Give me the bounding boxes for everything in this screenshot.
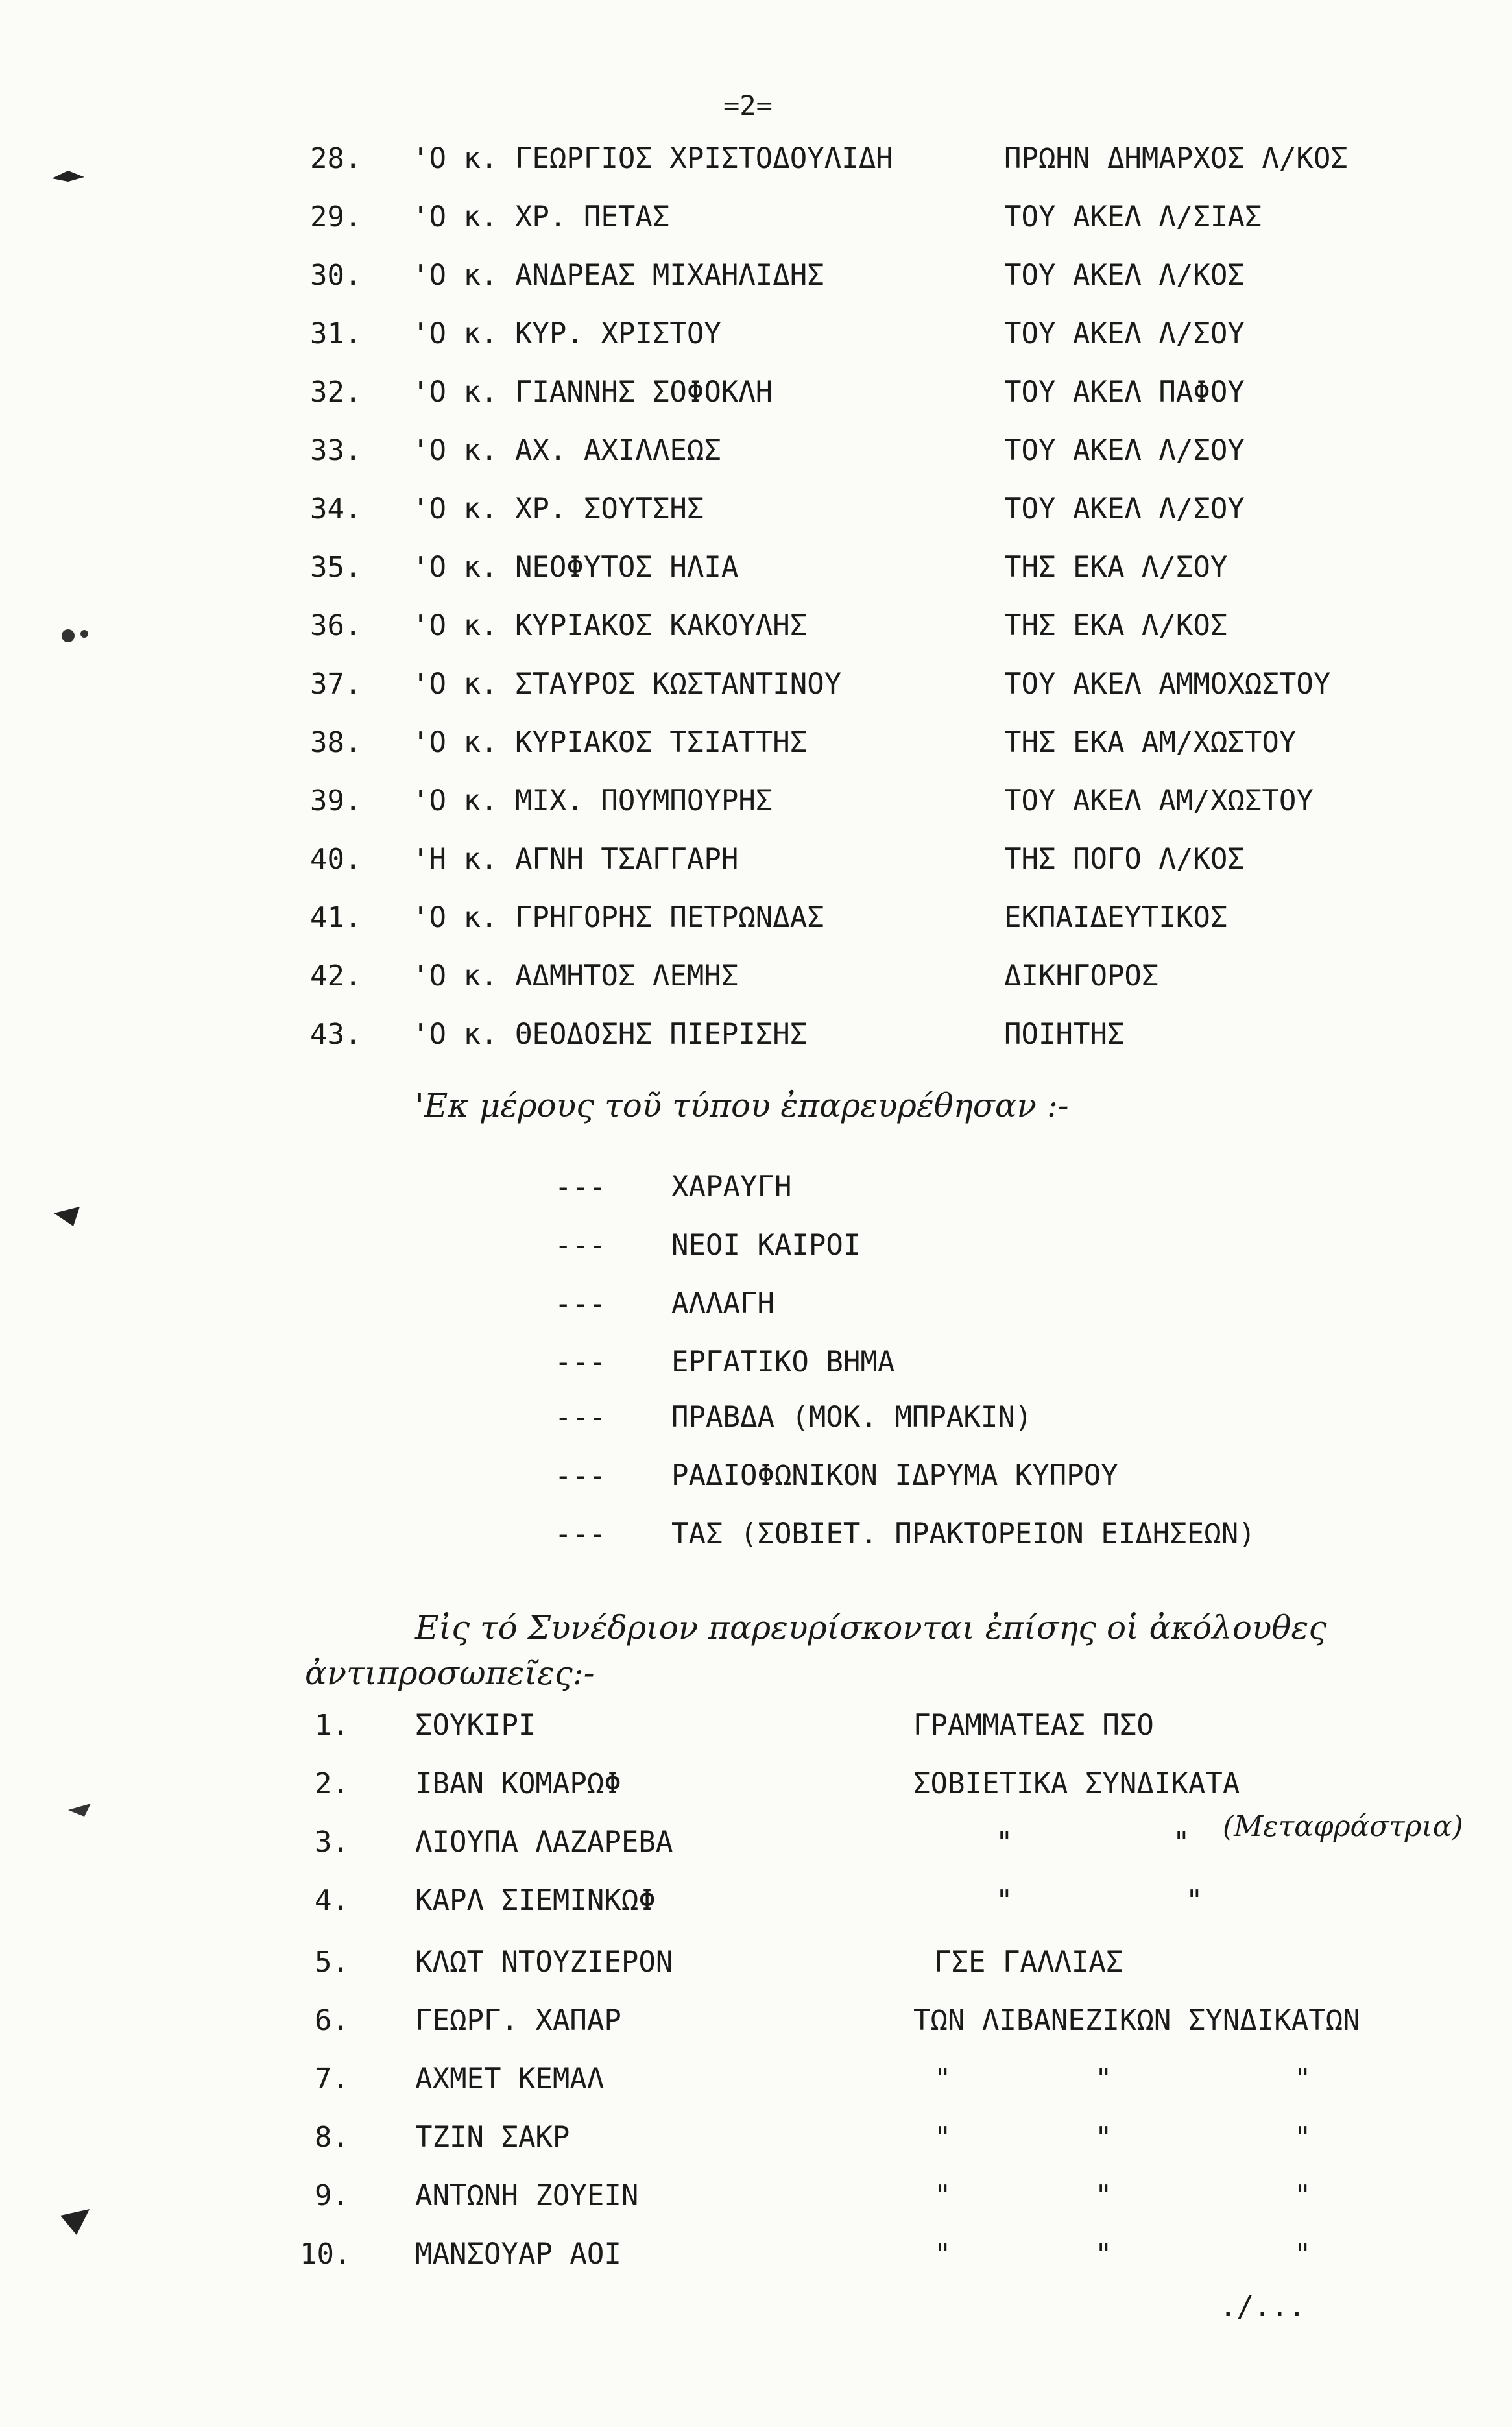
ditto-mark: " xyxy=(1186,1884,1203,1917)
scan-speck-icon xyxy=(57,2206,96,2238)
ditto-mark: " xyxy=(934,2062,952,2095)
delegations-intro-line-1: Εἰς τό Συνέδριον παρευρίσκονται ἐπίσης οἱ ἀκόλουθες xyxy=(415,1609,1327,1647)
ditto-mark: " xyxy=(1095,2062,1112,2095)
ditto-mark: " xyxy=(1294,2062,1312,2095)
translator-note: (Μεταφράστρια) xyxy=(1223,1810,1463,1843)
continued-mark: ./... xyxy=(1219,2290,1306,2323)
ditto-mark: " xyxy=(996,1884,1013,1917)
scan-speck-icon xyxy=(65,1797,97,1823)
delegations-intro-line-2: ἀντιπροσωπεῖες:- xyxy=(305,1654,595,1692)
ditto-mark: " xyxy=(934,2179,952,2212)
scan-speck-icon xyxy=(55,620,107,652)
ditto-mark: " xyxy=(934,2121,952,2154)
ditto-mark: " xyxy=(1095,2238,1112,2271)
page-number: =2= xyxy=(723,90,773,121)
ditto-mark: " xyxy=(996,1826,1013,1859)
ditto-mark: " xyxy=(1294,2238,1312,2271)
ditto-mark: " xyxy=(934,2238,952,2271)
ditto-mark: " xyxy=(1095,2179,1112,2212)
scan-speck-icon xyxy=(51,1200,90,1233)
document-page: =2= 28. 'Ο κ. ΓΕΩΡΓΙΟΣ ΧΡΙΣΤΟΔΟΥΛΙΔΗ ΠΡΩΗΝ ΔΗΜΑΡΧΟΣ Λ/ΚΟΣ 29. 'Ο κ. ΧΡ. ΠΕΤΑΣ ΤΟΥ ΑΚΕΛ Λ/ΣΙΑΣ 30. 'Ο κ. ΑΝΔΡΕΑΣ ΜΙΧΑΗΛΙΔΗΣ ΤΟΥ ΑΚΕΛ Λ/ΚΟΣ 31. 'Ο κ. ΚΥΡ. ΧΡΙΣΤΟΥ ΤΟΥ ΑΚΕΛ Λ/ΣΟΥ 32. 'Ο κ. ΓΙΑΝΝΗΣ ΣΟΦΟΚΛΗ ΤΟΥ ΑΚΕΛ ΠΑΦΟΥ 33. 'Ο κ. ΑΧ. ΑΧΙΛΛΕΩΣ ΤΟΥ ΑΚΕΛ Λ/ΣΟΥ 34. 'Ο κ. ΧΡ. ΣΟΥΤΣΗΣ ΤΟΥ ΑΚΕΛ Λ/ΣΟΥ 35. 'Ο κ. ΝΕΟΦΥΤΟΣ ΗΛΙΑ ΤΗΣ ΕΚΑ Λ/ΣΟΥ 36. 'Ο κ. ΚΥΡΙΑΚΟΣ ΚΑΚΟΥΛΗΣ ΤΗΣ ΕΚΑ Λ/ΚΟΣ 37. 'Ο κ. ΣΤΑΥΡΟΣ ΚΩΣΤΑΝΤΙΝΟΥ ΤΟΥ ΑΚΕΛ ΑΜΜΟΧΩΣΤΟΥ 38. 'Ο κ. ΚΥΡΙΑΚΟΣ ΤΣΙΑΤΤΗΣ ΤΗΣ ΕΚΑ ΑΜ/ΧΩΣΤΟΥ 39. 'Ο κ. ΜΙΧ. ΠΟΥΜΠΟΥΡΗΣ ΤΟΥ ΑΚΕΛ ΑΜ/ΧΩΣΤΟΥ 40. 'Η κ. ΑΓΝΗ ΤΣΑΓΓΑΡΗ ΤΗΣ ΠΟΓΟ Λ/ΚΟΣ 41. 'Ο κ. ΓΡΗΓΟΡΗΣ ΠΕΤΡΩΝΔΑΣ ΕΚΠΑΙΔΕΥΤΙΚΟΣ 42. 'Ο κ. ΑΔΜΗΤΟΣ ΛΕΜΗΣ ΔΙΚΗΓΟΡΟΣ 43. 'Ο κ. ΘΕΟΔΟΣΗΣ ΠΙΕΡΙΣΗΣ ΠΟΙΗΤΗΣ 'Εκ μέρους τοῦ τύπου ἐπαρευρέθησαν :- --- ΧΑΡΑΥΓΗ --- ΝΕΟΙ ΚΑΙΡΟΙ --- ΑΛΛΑΓΗ --- ΕΡΓΑΤΙΚΟ ΒΗΜΑ --- ΠΡΑΒΔΑ (ΜΟΚ. ΜΠΡΑΚΙΝ) --- ΡΑΔΙΟΦΩΝΙΚΟΝ ΙΔΡΥΜΑ ΚΥΠΡΟΥ --- ΤΑΣ (ΣΟΒΙΕΤ. ΠΡΑΚΤΟΡΕΙΟΝ ΕΙΔΗΣΕΩΝ) Εἰς τό Συνέδριον παρευρίσκονται ἐπίσης οἱ ἀκόλουθες ἀντιπροσωπεῖες:- 1. ΣΟΥΚΙΡΙ ΓΡΑΜΜΑΤΕΑΣ ΠΣΟ 2. ΙΒΑΝ ΚΟΜΑΡΩΦ ΣΟΒΙΕΤΙΚΑ ΣΥΝΔΙΚΑΤΑ 3. ΛΙΟΥΠΑ ΛΑΖΑΡΕΒΑ " " 4. ΚΑΡΛ ΣΙΕΜΙΝΚΩΦ " " 5. ΚΛΩΤ ΝΤΟΥΖΙΕΡΟΝ ΓΣΕ ΓΑΛΛΙΑΣ 6. ΓΕΩΡΓ. ΧΑΠΑΡ ΤΩΝ ΛΙΒΑΝΕΖΙΚΩΝ ΣΥΝΔΙΚΑΤΩΝ 7. ΑΧΜΕΤ ΚΕΜΑΛ " " " 8. ΤΖΙΝ ΣΑΚΡ " " " 9. ΑΝΤΩΝΗ ΖΟΥΕΙΝ " " " 10. ΜΑΝΣΟΥΑΡ ΑΟΙ " " " (Μεταφράστρια) ./... xyxy=(0,0,1512,2427)
scan-speck-icon xyxy=(49,159,88,191)
ditto-mark: " xyxy=(1095,2121,1112,2154)
press-heading: 'Εκ μέρους τοῦ τύπου ἐπαρευρέθησαν :- xyxy=(415,1087,1069,1124)
ditto-mark: " xyxy=(1173,1826,1190,1859)
ditto-mark: " xyxy=(1294,2121,1312,2154)
ditto-mark: " xyxy=(1294,2179,1312,2212)
